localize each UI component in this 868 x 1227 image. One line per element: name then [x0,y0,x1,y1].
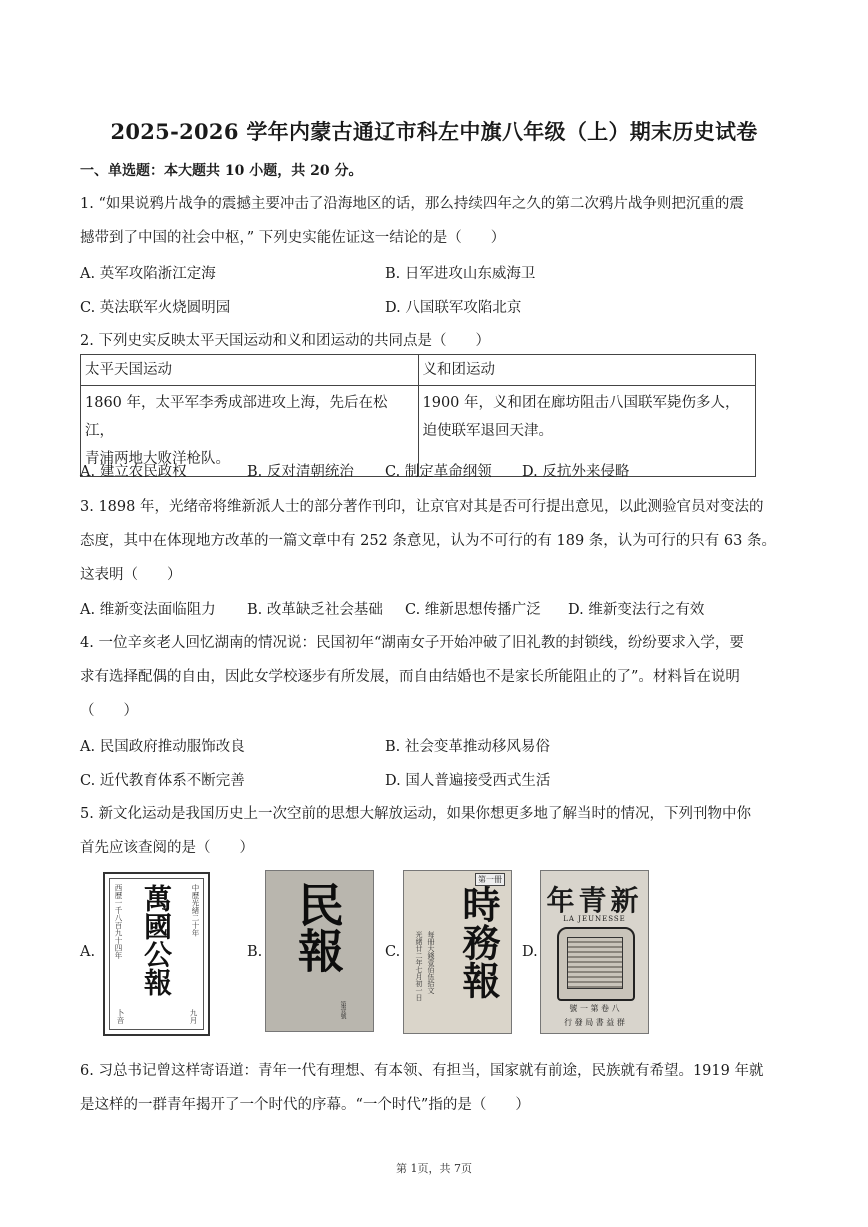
q5-option-c-letter: C. [385,944,401,960]
q2-stem: 2. 下列史实反映太平天国运动和义和团运动的共同点是（ ） [80,333,490,349]
cover-illustration-frame [557,927,635,1001]
q5-stem-line1: 5. 新文化运动是我国历史上一次空前的思想大解放运动，如果你想更多地了解当时的情况，下列刊物中你 [80,806,751,822]
q6-stem-line1: 6. 习总书记曾这样寄语道：青年一代有理想、有本领、有担当，国家就有前途，民族就有希望。1919 年就 [80,1063,764,1079]
q4-stem-line2: 求有选择配偶的自由，因此女学校逐步有所发展，而自由结婚也不是家长所能阻止的了”。材料旨在说明 [80,669,740,685]
q1-option-c: C. 英法联军火烧圆明园 [80,300,231,316]
wanguo-gongbao-cover-image: 萬國公報 中歷光緒二十年 西歷一千八百九十四年 卜音 九月 [103,872,210,1036]
q2-table-cell-taiping: 1860 年，太平军李秀成部进攻上海，先后在松江， 青浦两地大败洋枪队。 [81,386,419,477]
q3-stem-line2: 态度，其中在体现地方改革的一篇文章中有 252 条意见，认为不可行的有 189 条，认为可行的只有 63 条。 [80,533,776,549]
xinqingnian-cover-image: 新青年 LA JEUNESSE 號 一 第 卷 八 行 發 局 書 益 群 [540,870,649,1034]
q2-option-b: B. 反对清朝统治 [247,464,354,480]
q2-table-cell-boxer: 1900 年，义和团在廊坊阻击八国联军毙伤多人， 迫使联军退回天津。 [418,386,756,477]
q6-stem-line2: 是这样的一群青年揭开了一个时代的序幕。“一个时代”指的是（ ） [80,1097,530,1113]
q4-option-d: D. 国人普遍接受西式生活 [385,773,551,789]
q2-table [80,354,756,477]
q3-option-a: A. 维新变法面临阻力 [80,602,216,618]
q2-option-a: A. 建立农民政权 [80,464,187,480]
q5-option-a-letter: A. [80,944,96,960]
q2-table-header-taiping: 太平天国运动 [81,355,419,386]
q1-option-b: B. 日军进攻山东威海卫 [385,266,536,282]
q3-stem-line1: 3. 1898 年，光绪帝将维新派人士的部分著作刊印，让京官对其是否可行提出意见，以此测验官员对变法的 [80,499,764,515]
q4-option-a: A. 民国政府推动服饰改良 [80,739,245,755]
q1-stem-line1: 1. “如果说鸦片战争的震撼主要冲击了沿海地区的话，那么持续四年之久的第二次鸦片战争则把沉重的震 [80,196,744,212]
q3-option-b: B. 改革缺乏社会基础 [247,602,383,618]
q3-stem-line3: 这表明（ ） [80,567,182,583]
q5-option-d-letter: D. [522,944,538,960]
q4-stem-line1: 4. 一位辛亥老人回忆湖南的情况说：民国初年“湖南女子开始冲破了旧礼教的封锁线，纷纷要求入学，要 [80,635,744,651]
q2-table-header-boxer: 义和团运动 [418,355,756,386]
minbao-cover-image: 民報 第壹號 [265,870,374,1032]
page-footer: 第 1页，共 7页 [396,1162,472,1175]
q5-stem-line2: 首先应该查阅的是（ ） [80,840,254,856]
q5-option-b-letter: B. [247,944,263,960]
page-title: 2025-2026 学年内蒙古通辽市科左中旗八年级（上）期末历史试卷 [110,119,758,144]
section-heading: 一、单选题：本大题共 10 小题，共 20 分。 [80,163,363,179]
q4-option-b: B. 社会变革推动移风易俗 [385,739,550,755]
q1-option-d: D. 八国联军攻陷北京 [385,300,522,316]
q4-stem-line3: （ ） [80,703,138,719]
q3-option-d: D. 维新变法行之有效 [568,602,705,618]
shiwubao-cover-image: 第一冊 時務報 光緒廿二年七月初一日 每冊大錢壹佰伍拾文 [403,870,512,1034]
q3-option-c: C. 维新思想传播广泛 [405,602,541,618]
q1-stem-line2: 撼带到了中国的社会中枢，” 下列史实能佐证这一结论的是（ ） [80,230,506,246]
q4-option-c: C. 近代教育体系不断完善 [80,773,245,789]
q2-option-d: D. 反抗外来侵略 [522,464,630,480]
q2-option-c: C. 制定革命纲领 [385,464,492,480]
q1-option-a: A. 英军攻陷浙江定海 [80,266,216,282]
